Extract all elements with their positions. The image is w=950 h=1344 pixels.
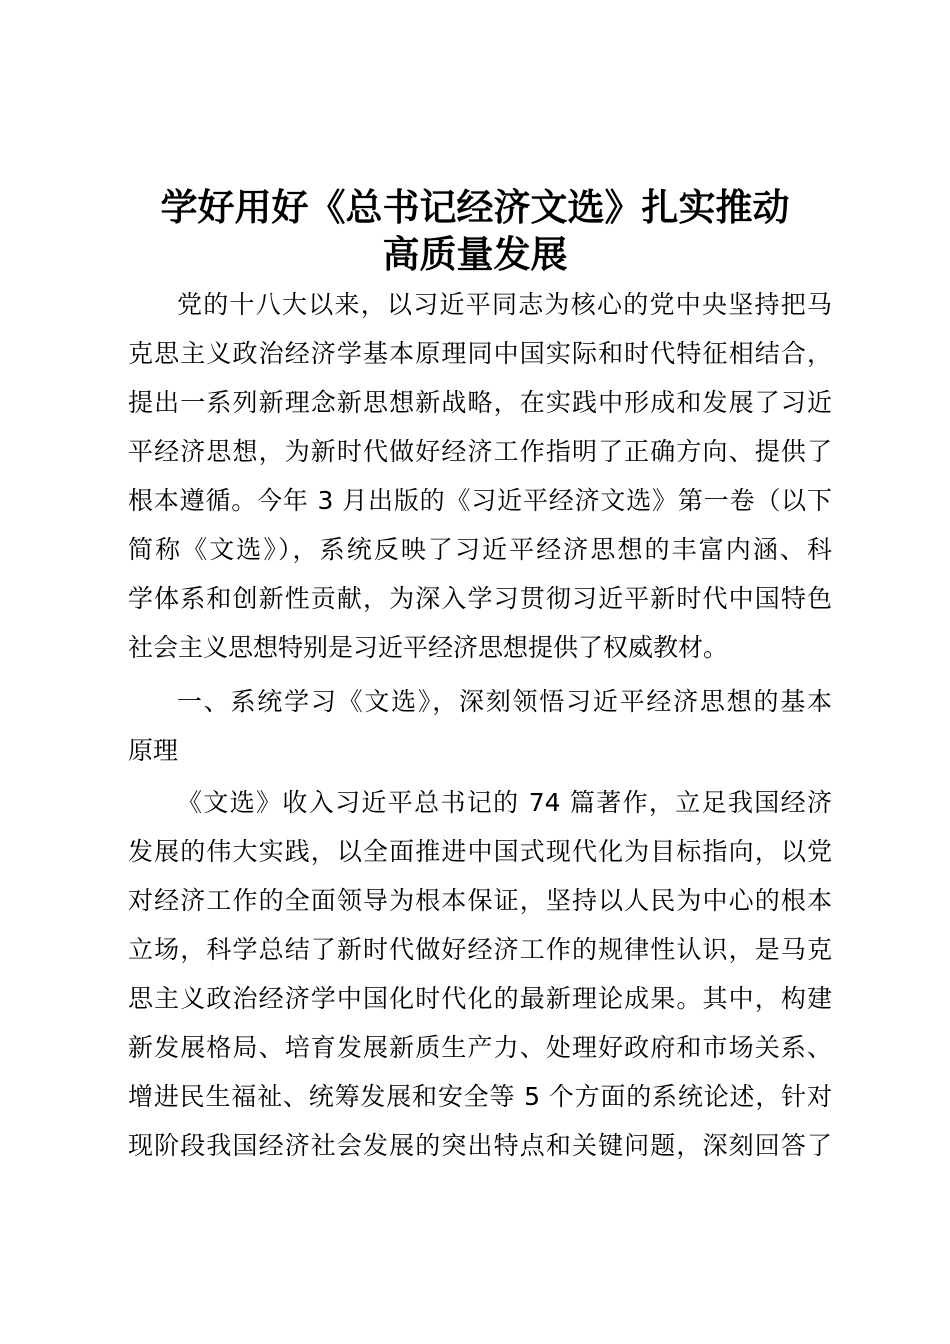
- paragraph-1-line-2: 克思主义政治经济学基本原理同中国实际和时代特征相结合，: [128, 339, 832, 368]
- paragraph-1-line-7: 学体系和创新性贡献，为深入学习贯彻习近平新时代中国特色: [128, 584, 832, 613]
- paragraph-1-line-8: 社会主义思想特别是习近平经济思想提供了权威教材。: [128, 633, 729, 662]
- paragraph-2-line-3: 对经济工作的全面领导为根本保证，坚持以人民为中心的根本: [128, 886, 832, 915]
- paragraph-2-line-1: 《文选》收入习近平总书记的 74 篇著作，立足我国经济: [177, 788, 832, 817]
- document-title-line-1: 学好用好《总书记经济文选》扎实推动: [160, 186, 790, 229]
- paragraph-1-line-5: 根本遵循。今年 3 月出版的《习近平经济文选》第一卷（以下: [128, 486, 832, 515]
- paragraph-2-line-6: 新发展格局、培育发展新质生产力、处理好政府和市场关系、: [128, 1033, 832, 1062]
- section-heading-1-line-1: 一、系统学习《文选》，深刻领悟习近平经济思想的基本: [177, 687, 832, 716]
- paragraph-2-line-2: 发展的伟大实践，以全面推进中国式现代化为目标指向，以党: [128, 837, 832, 866]
- paragraph-1-line-4: 平经济思想，为新时代做好经济工作指明了正确方向、提供了: [128, 437, 832, 466]
- paragraph-2-line-5: 思主义政治经济学中国化时代化的最新理论成果。其中，构建: [128, 984, 832, 1013]
- paragraph-2-line-7: 增进民生福祉、统筹发展和安全等 5 个方面的系统论述，针对: [128, 1082, 832, 1111]
- paragraph-1-line-1: 党的十八大以来，以习近平同志为核心的党中央坚持把马: [177, 290, 832, 319]
- paragraph-1-line-3: 提出一系列新理念新思想新战略，在实践中形成和发展了习近: [128, 388, 832, 417]
- paragraph-2-line-8: 现阶段我国经济社会发展的突出特点和关键问题，深刻回答了: [128, 1131, 832, 1160]
- paragraph-2-line-4: 立场，科学总结了新时代做好经济工作的规律性认识，是马克: [128, 935, 832, 964]
- section-heading-1-line-2: 原理: [128, 736, 179, 765]
- paragraph-1-line-6: 简称《文选》），系统反映了习近平经济思想的丰富内涵、科: [128, 535, 832, 564]
- document-title-line-2: 高质量发展: [382, 233, 568, 276]
